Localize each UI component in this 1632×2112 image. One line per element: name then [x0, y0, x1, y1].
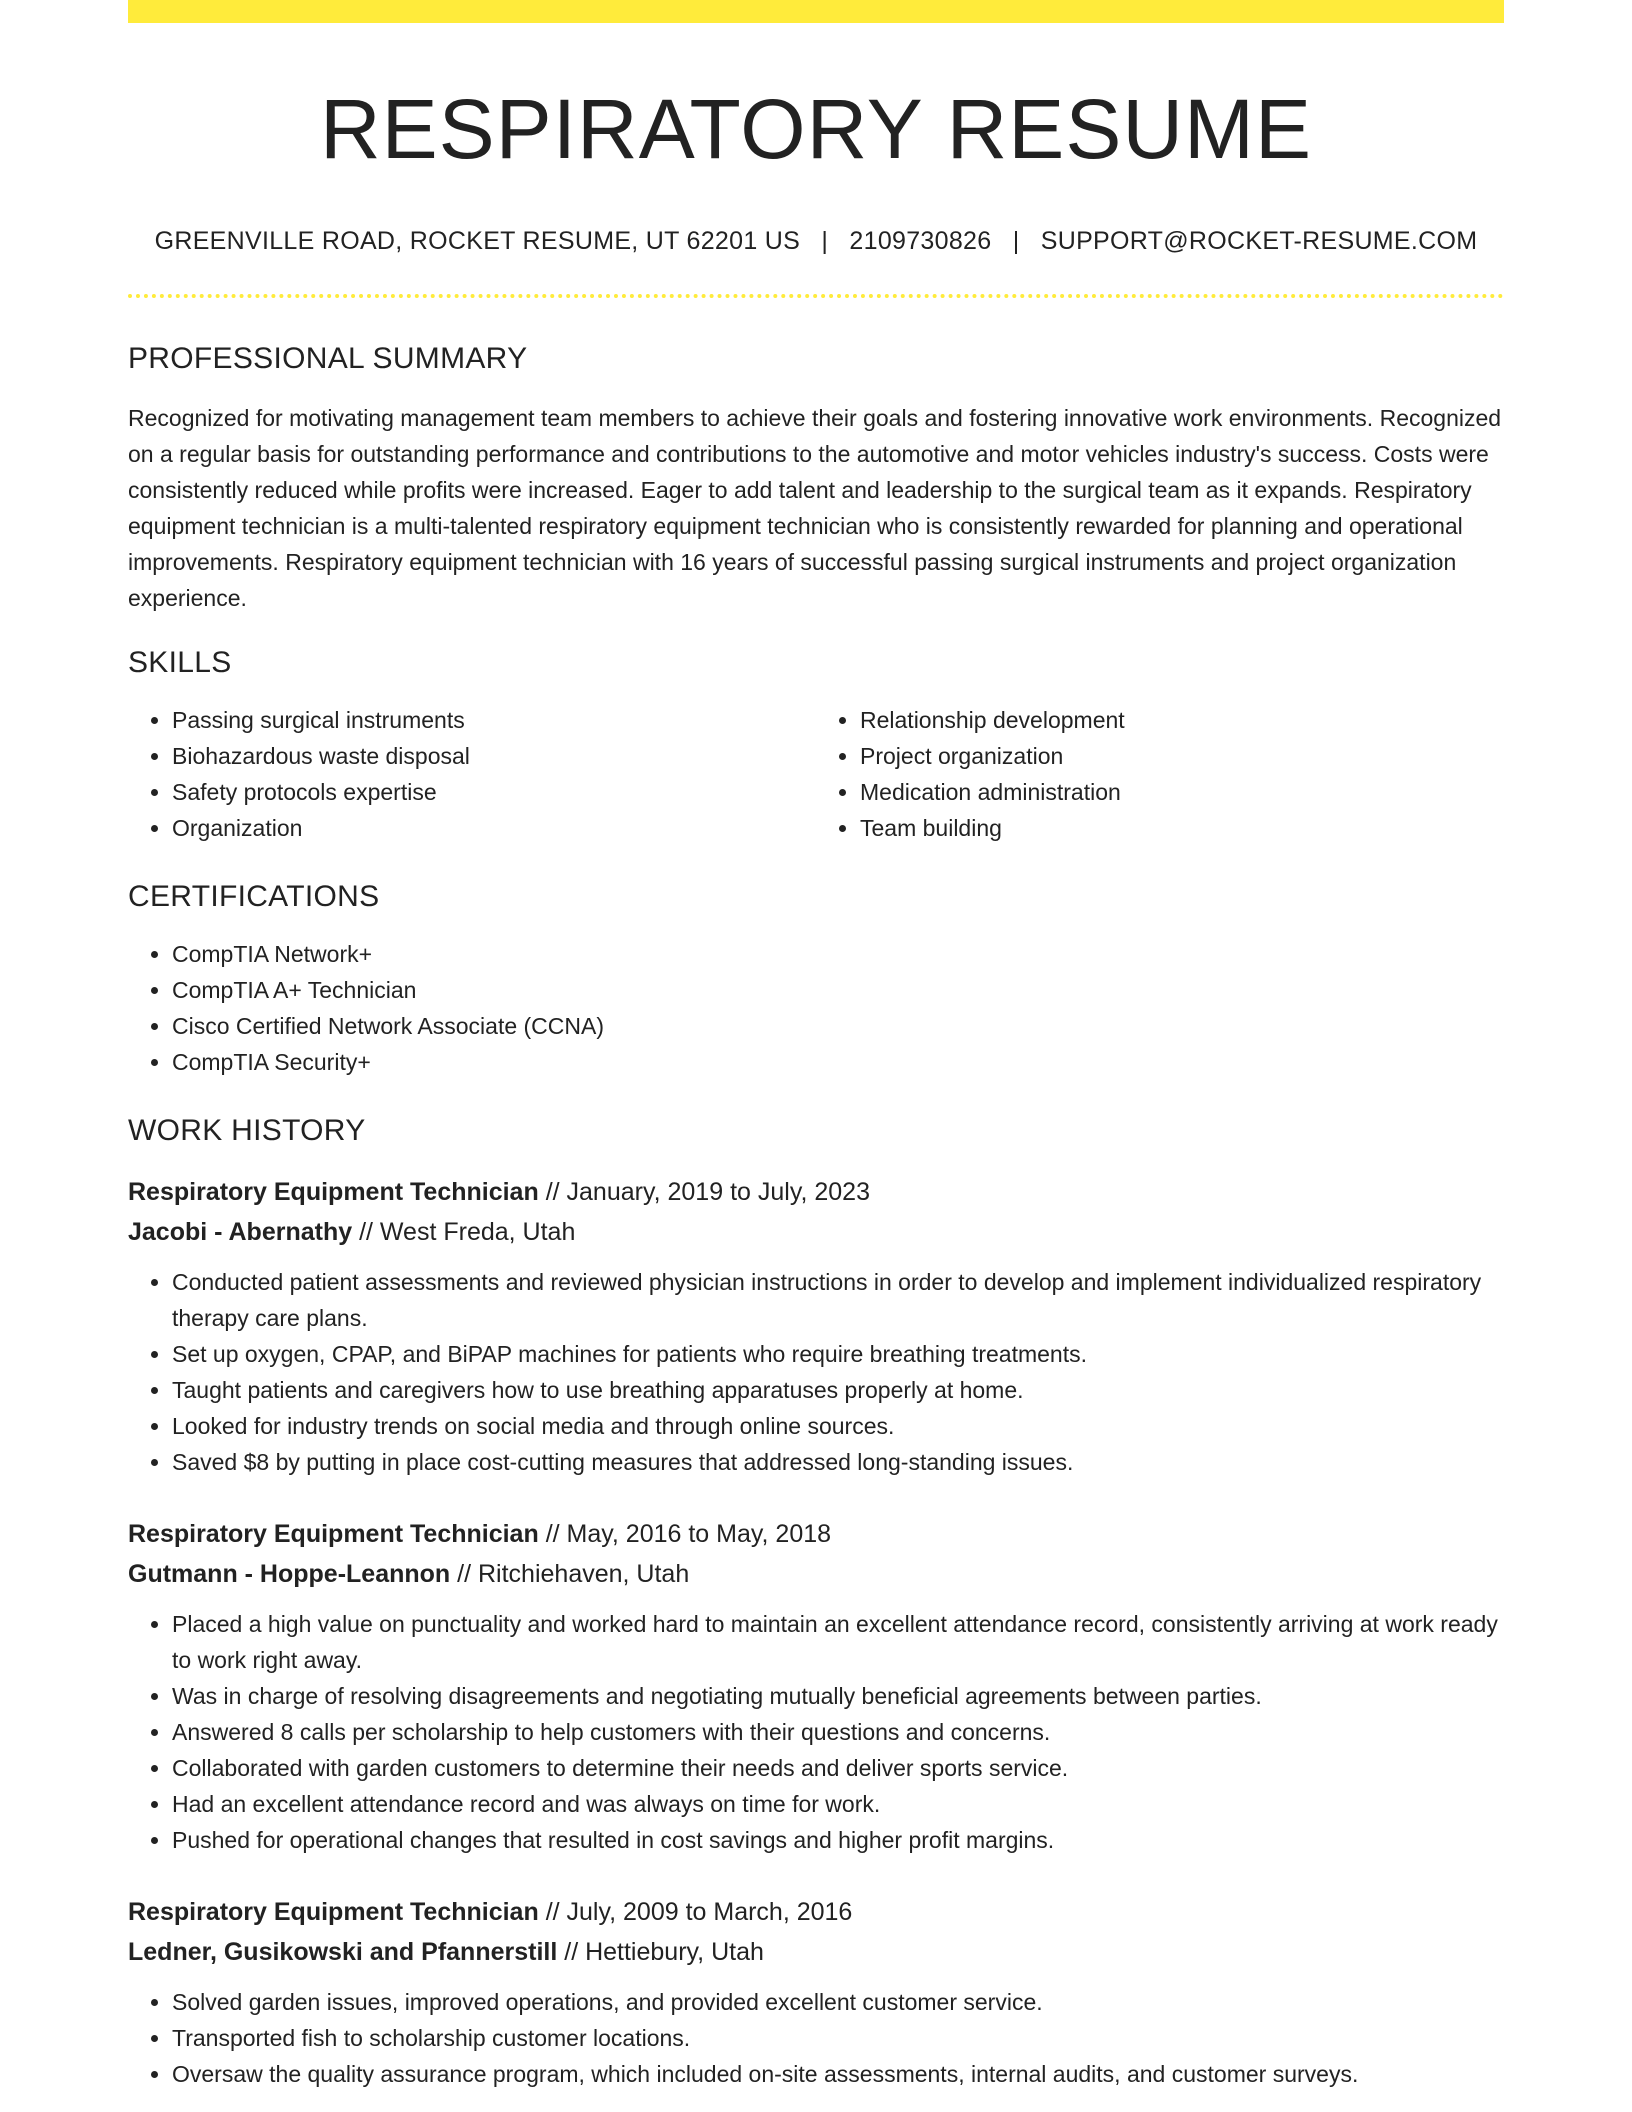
job-bullet: • Answered 8 calls per scholarship to help customers with their questions and concerns.	[172, 1714, 1504, 1750]
job-company: Gutmann - Hoppe-Leannon	[128, 1560, 451, 1589]
job-company-line	[128, 1932, 1504, 1972]
contact-line	[128, 227, 1504, 256]
skill-item: • Medication administration	[860, 774, 1504, 810]
skill-item: • Passing surgical instruments	[172, 702, 816, 738]
job-entry	[128, 1892, 1504, 2092]
work-history-heading: WORK HISTORY	[128, 1114, 366, 1148]
skill-item: • Biohazardous waste disposal	[172, 738, 816, 774]
job-title: Respiratory Equipment Technician	[128, 1898, 539, 1927]
skill-item: • Organization	[172, 810, 816, 846]
dotted-divider	[128, 294, 1504, 298]
job-bullet: • Collaborated with garden customers to determine their needs and deliver sports service.	[172, 1750, 1504, 1786]
contact-address: GREENVILLE ROAD, ROCKET RESUME, UT 62201 US	[154, 227, 801, 256]
skills-heading: SKILLS	[128, 646, 232, 680]
certifications-list	[128, 936, 1504, 1080]
job-company: Jacobi - Abernathy	[128, 1218, 353, 1247]
skills-list-left	[128, 702, 816, 846]
job-bullet: • Pushed for operational changes that resulted in cost savings and higher profit margins.	[172, 1822, 1504, 1858]
job-dates: // January, 2019 to July, 2023	[545, 1178, 870, 1207]
job-bullet: • Oversaw the quality assurance program, which included on-site assessments, internal audits, and customer surveys.	[172, 2056, 1504, 2092]
job-bullet: • Transported fish to scholarship customer locations.	[172, 2020, 1504, 2056]
job-entry	[128, 1514, 1504, 1858]
job-bullet: • Solved garden issues, improved operations, and provided excellent customer service.	[172, 1984, 1504, 2020]
summary-text: Recognized for motivating management team members to achieve their goals and fostering innovative work environments. Recognized on a regular basis for outstanding performance and contributions to the automotive and motor vehicles industry's success. Costs were consistently reduced while profits were increased. Eager to add talent and leadership to the surgical team as it expands. Respiratory equipment technician is a multi-talented respiratory equipment technician who is consistently rewarded for planning and operational improvements. Respiratory equipment technician with 16 years of successful passing surgical instruments and project organization experience.	[128, 405, 1502, 612]
job-bullet: • Taught patients and caregivers how to use breathing apparatuses properly at home.	[172, 1372, 1504, 1408]
skills-columns	[128, 680, 1504, 846]
job-location: // West Freda, Utah	[359, 1218, 576, 1247]
skill-item: • Team building	[860, 810, 1504, 846]
job-bullet: • Saved $8 by putting in place cost-cutting measures that addressed long-standing issues.	[172, 1444, 1504, 1480]
job-bullet: • Was in charge of resolving disagreements and negotiating mutually beneficial agreements between parties.	[172, 1678, 1504, 1714]
job-dates: // July, 2009 to March, 2016	[545, 1898, 853, 1927]
job-bullets	[128, 1264, 1504, 1480]
job-bullets	[128, 1984, 1504, 2092]
job-bullet: • Had an excellent attendance record and was always on time for work.	[172, 1786, 1504, 1822]
job-company-line	[128, 1554, 1504, 1594]
skill-item: • Safety protocols expertise	[172, 774, 816, 810]
job-bullet: • Looked for industry trends on social media and through online sources.	[172, 1408, 1504, 1444]
contact-separator: |	[821, 227, 829, 256]
resume-page	[128, 0, 1504, 2092]
skill-item: • Relationship development	[860, 702, 1504, 738]
job-company: Ledner, Gusikowski and Pfannerstill	[128, 1938, 558, 1967]
certification-item: • CompTIA Security+	[172, 1044, 1504, 1080]
certification-item: • CompTIA Network+	[172, 936, 1504, 972]
resume-name: RESPIRATORY RESUME	[319, 82, 1313, 176]
summary-heading: PROFESSIONAL SUMMARY	[128, 342, 528, 376]
job-bullets	[128, 1606, 1504, 1858]
job-bullet: • Set up oxygen, CPAP, and BiPAP machines for patients who require breathing treatments.	[172, 1336, 1504, 1372]
job-title-line	[128, 1172, 1504, 1212]
skills-list-right	[816, 702, 1504, 846]
job-title: Respiratory Equipment Technician	[128, 1520, 539, 1549]
contact-separator: |	[1012, 227, 1020, 256]
certification-item: • Cisco Certified Network Associate (CCNA)	[172, 1008, 1504, 1044]
job-company-line	[128, 1212, 1504, 1252]
job-location: // Hettiebury, Utah	[564, 1938, 764, 1967]
job-entry	[128, 1172, 1504, 1480]
job-dates: // May, 2016 to May, 2018	[545, 1520, 832, 1549]
certifications-heading: CERTIFICATIONS	[128, 880, 380, 914]
job-title-line	[128, 1892, 1504, 1932]
job-bullet: • Placed a high value on punctuality and worked hard to maintain an excellent attendance record, consistently arriving at work ready to work right away.	[172, 1606, 1504, 1678]
contact-email: SUPPORT@ROCKET-RESUME.COM	[1040, 227, 1478, 256]
contact-phone: 2109730826	[849, 227, 992, 256]
job-location: // Ritchiehaven, Utah	[457, 1560, 690, 1589]
job-bullet: • Conducted patient assessments and reviewed physician instructions in order to develop and implement individualized respiratory therapy care plans.	[172, 1264, 1504, 1336]
top-accent-bar	[128, 0, 1504, 23]
job-title-line	[128, 1514, 1504, 1554]
certification-item: • CompTIA A+ Technician	[172, 972, 1504, 1008]
skill-item: • Project organization	[860, 738, 1504, 774]
job-title: Respiratory Equipment Technician	[128, 1178, 539, 1207]
